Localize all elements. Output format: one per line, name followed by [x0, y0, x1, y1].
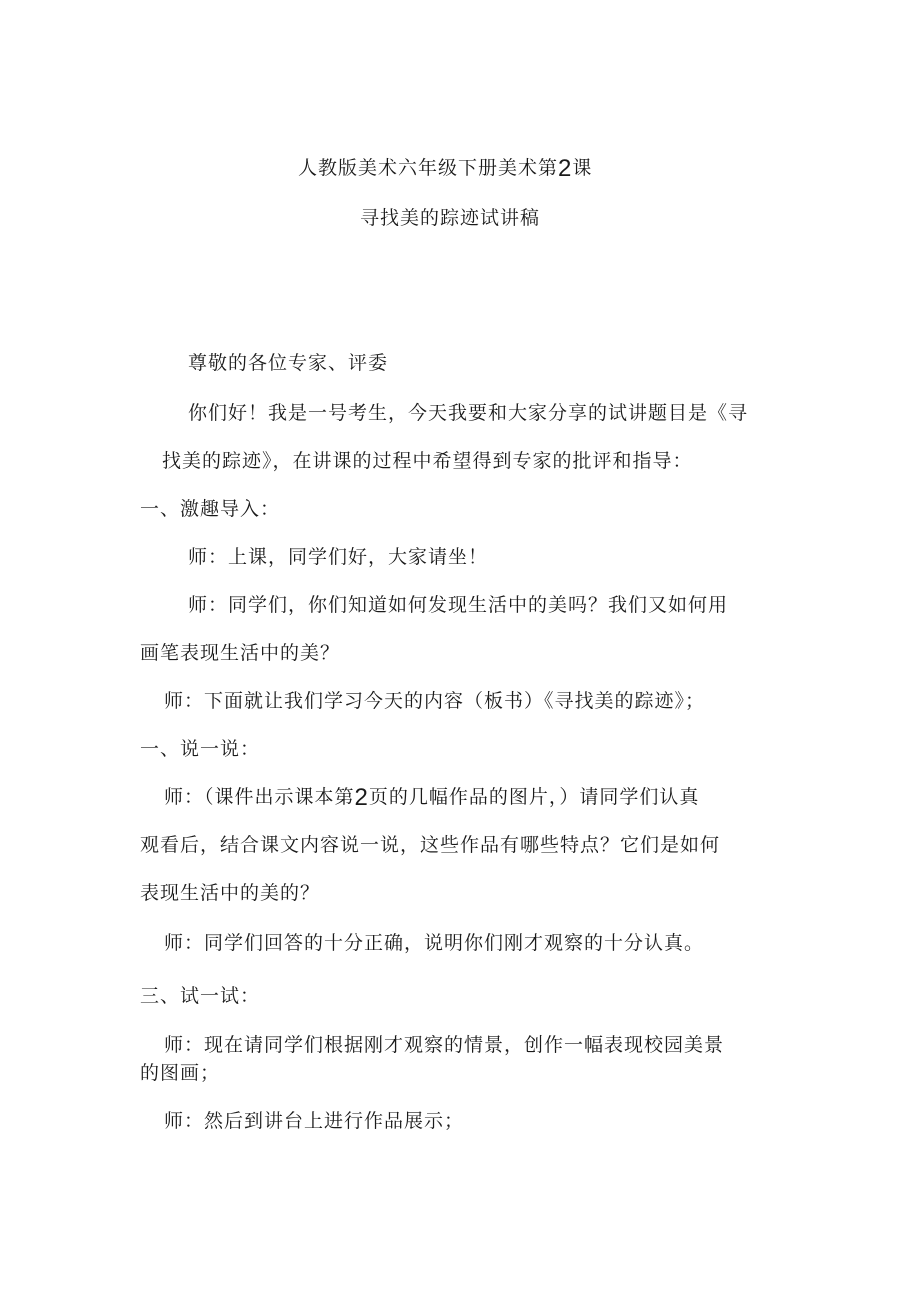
title-lesson-number: 2	[558, 155, 573, 182]
body-line: 师：同学们，你们知道如何发现生活中的美吗？我们又如何用	[188, 594, 729, 616]
body-line: 师：现在请同学们根据刚才观察的情景，创作一幅表现校园美景	[164, 1034, 725, 1056]
body-text-after: 页的几幅作品的图片，）请同学们认真	[368, 786, 700, 808]
body-line: 师：下面就让我们学习今天的内容（板书）《寻找美的踪迹》；	[164, 690, 706, 712]
section-heading: 三、试一试：	[140, 985, 261, 1007]
title-line-2: 寻找美的踪迹试讲稿	[360, 207, 541, 229]
body-line: 观看后，结合课文内容说一说，这些作品有哪些特点？它们是如何	[140, 834, 721, 856]
body-line: 师：上课，同学们好，大家请坐！	[188, 546, 489, 568]
body-line	[164, 784, 699, 811]
page-number: 2	[354, 784, 369, 811]
body-line: 画笔表现生活中的美？	[140, 642, 341, 664]
body-text-before: 师：（课件出示课本第	[164, 786, 355, 808]
title-line-1	[298, 155, 592, 182]
section-heading: 一、说一说：	[140, 738, 261, 760]
body-line: 师：然后到讲台上进行作品展示；	[164, 1110, 465, 1132]
body-line: 尊敬的各位专家、评委	[188, 352, 389, 374]
body-line: 表现生活中的美的？	[140, 882, 321, 904]
title-text-after: 课	[572, 157, 593, 179]
title-text-before: 人教版美术六年级下册美术第	[298, 157, 559, 179]
body-line: 找美的踪迹》，在讲课的过程中希望得到专家的批评和指导：	[162, 450, 693, 472]
body-line: 的图画；	[140, 1062, 221, 1084]
body-line: 师：同学们回答的十分正确，说明你们刚才观察的十分认真。	[164, 932, 705, 954]
section-heading: 一、激趣导入：	[140, 498, 281, 520]
body-line: 你们好！我是一号考生，今天我要和大家分享的试讲题目是《寻	[188, 402, 749, 424]
